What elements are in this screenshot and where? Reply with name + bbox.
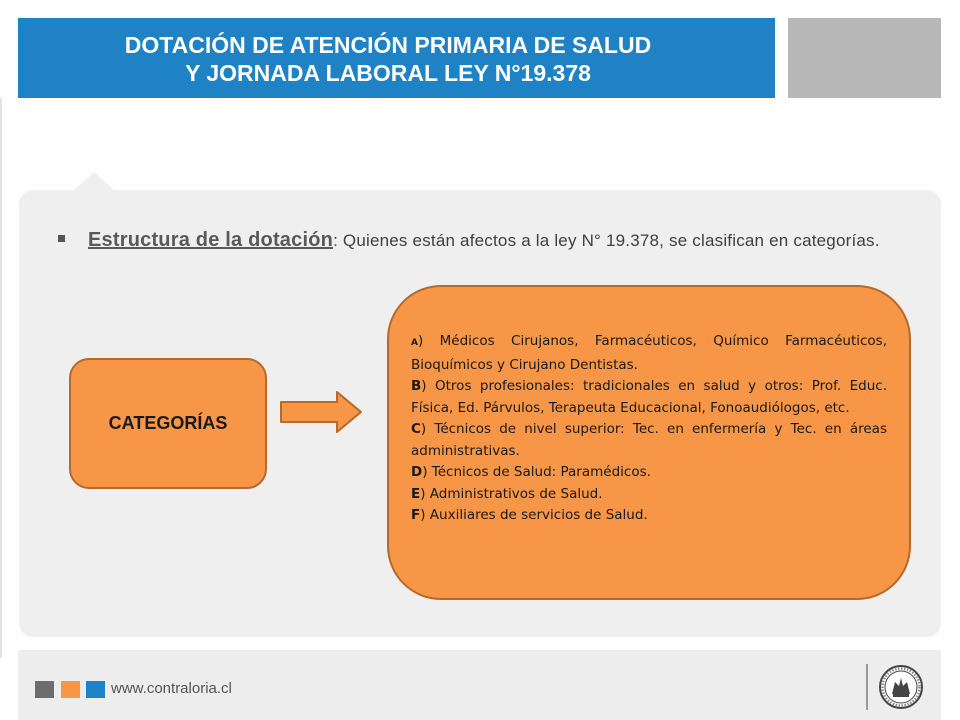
- categories-label: CATEGORÍAS: [108, 413, 228, 433]
- category-text: ) Técnicos de Salud: Paramédicos.: [422, 464, 651, 480]
- category-text: ) Médicos Cirujanos, Farmacéuticos, Químico Farmacéuticos, Bioquímicos y Cirujano Dentistas.: [411, 333, 887, 373]
- category-letter: A: [411, 338, 418, 348]
- category-item-f: [411, 505, 887, 527]
- panel-notch: [74, 172, 114, 190]
- category-text: ) Administrativos de Salud.: [420, 485, 603, 502]
- footer-divider: [866, 664, 868, 710]
- page-title-line-1: DOTACIÓN DE ATENCIÓN PRIMARIA DE SALUD: [124, 32, 652, 58]
- category-item-b: [411, 376, 887, 419]
- category-text: ) Auxiliares de servicios de Salud.: [420, 507, 648, 523]
- page-title-line-2: Y JORNADA LABORAL LEY N°19.378: [185, 60, 591, 86]
- category-item-e: [411, 484, 887, 506]
- bullet-item: [58, 228, 910, 253]
- category-item-c: [411, 419, 887, 462]
- categories-box: [69, 358, 267, 489]
- category-text: ) Técnicos de nivel superior: Tec. en enfermería y Tec. en áreas administrativas.: [411, 421, 887, 459]
- categories-list: [411, 331, 887, 527]
- footer-blue-square-icon: [86, 681, 105, 698]
- footer-gray-square-icon: [35, 681, 54, 698]
- categories-list-box: [387, 285, 911, 600]
- bullet-body: : Quienes están afectos a la ley N° 19.378, se clasifican en categorías.: [333, 231, 880, 250]
- right-arrow-icon: [279, 390, 363, 434]
- contraloria-seal-icon: [878, 664, 924, 710]
- bullet-heading: Estructura de la dotación: [88, 229, 334, 251]
- header-side-block: [788, 18, 941, 98]
- footer-url-link[interactable]: www.contraloria.cl: [111, 680, 232, 697]
- category-item-d: [411, 462, 887, 484]
- category-letter: E: [411, 485, 421, 502]
- category-letter: F: [411, 507, 421, 523]
- category-letter: B: [411, 378, 422, 394]
- category-item-a: [411, 331, 887, 376]
- category-text: ) Otros profesionales: tradicionales en salud y otros: Prof. Educ. Física, Ed. Párvulos, Terapeuta Educacional, Fonoaudiólogos, etc.: [411, 378, 887, 416]
- page-title: [18, 31, 758, 87]
- left-divider: [0, 98, 2, 658]
- category-letter: C: [411, 421, 421, 437]
- header-bar: [18, 18, 775, 98]
- footer-orange-square-icon: [61, 681, 80, 698]
- category-letter: D: [411, 464, 423, 480]
- bullet-square-icon: [58, 235, 65, 242]
- bullet-text: [88, 228, 910, 253]
